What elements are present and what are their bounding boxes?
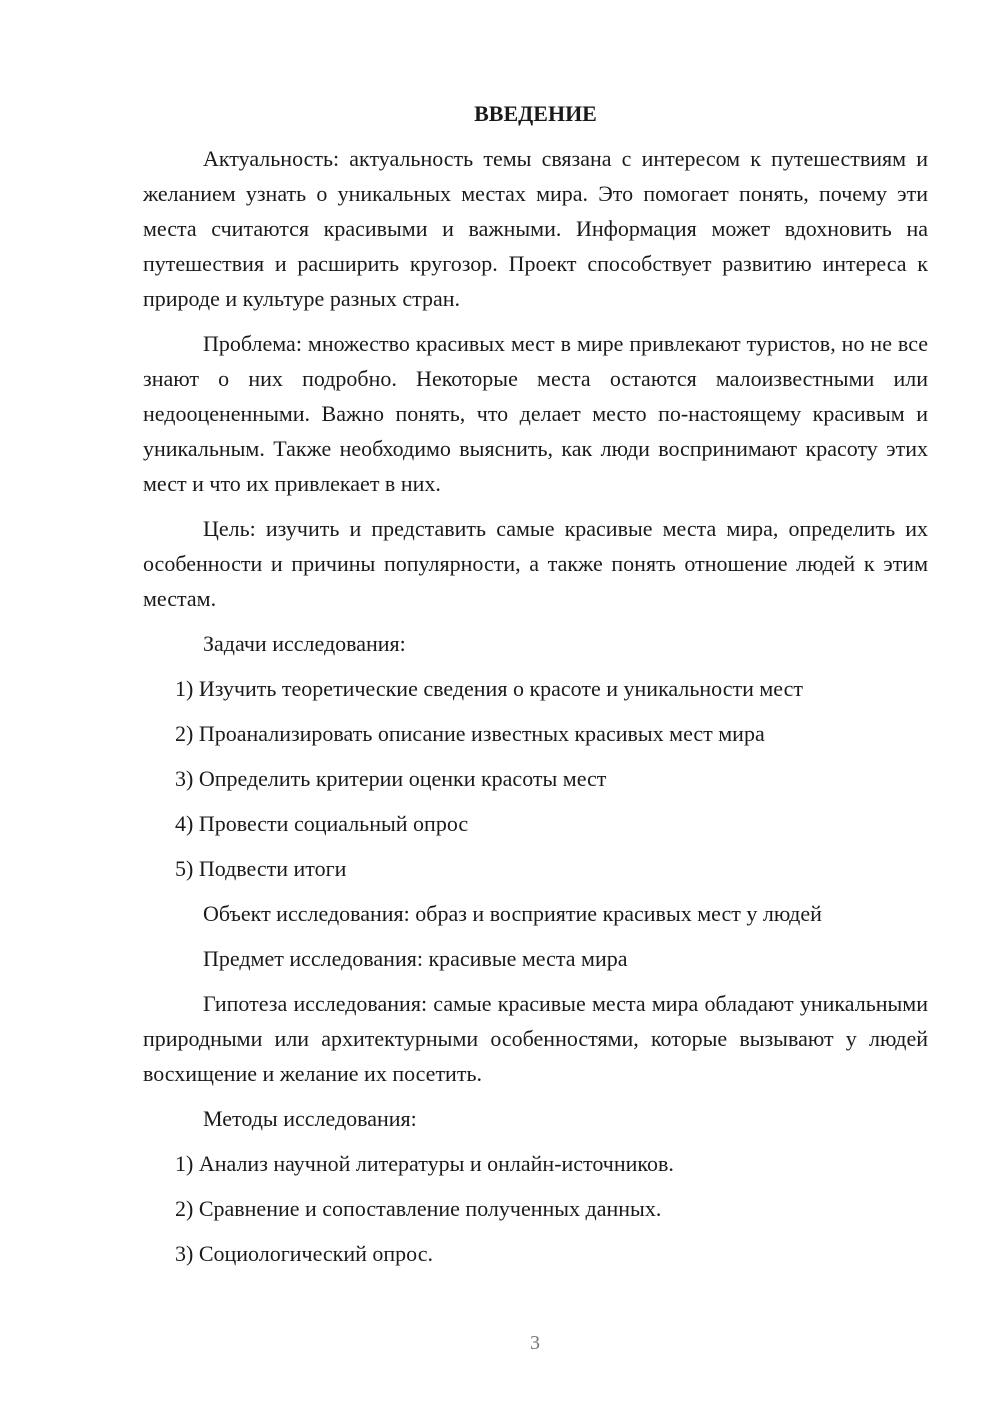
hypothesis-paragraph: Гипотеза исследования: самые красивые места мира обладают уникальными природными или архитектурными особенностями, которые вызывают у людей восхищение и желание их посетить. xyxy=(143,991,928,1086)
methods-heading: Методы исследования: xyxy=(203,1106,417,1131)
task-item: 5) Подвести итоги xyxy=(175,856,347,881)
tasks-heading: Задачи исследования: xyxy=(203,631,406,656)
task-item: 1) Изучить теоретические сведения о красоте и уникальности мест xyxy=(175,676,803,701)
problem-paragraph: Проблема: множество красивых мест в мире привлекают туристов, но не все знают о них подробно. Некоторые места остаются малоизвестными или недооцененными. Важно понять, что делает место по-настоящему красивым и уникальным. Также необходимо выяснить, как люди воспринимают красоту этих мест и что их привлекает в них. xyxy=(143,331,928,496)
page-title: ВВЕДЕНИЕ xyxy=(474,101,597,126)
method-item: 2) Сравнение и сопоставление полученных данных. xyxy=(175,1196,662,1221)
task-item: 3) Определить критерии оценки красоты мест xyxy=(175,766,607,791)
task-item: 2) Проанализировать описание известных красивых мест мира xyxy=(175,721,765,746)
tasks-list xyxy=(143,671,928,886)
subject-paragraph: Предмет исследования: красивые места мира xyxy=(203,946,628,971)
goal-paragraph: Цель: изучить и представить самые красивые места мира, определить их особенности и причины популярности, а также понять отношение людей к этим местам. xyxy=(143,516,928,611)
task-item: 4) Провести социальный опрос xyxy=(175,811,469,836)
method-item: 1) Анализ научной литературы и онлайн-источников. xyxy=(175,1151,674,1176)
methods-list xyxy=(143,1146,928,1271)
page-number: 3 xyxy=(530,1332,540,1354)
object-paragraph: Объект исследования: образ и восприятие красивых мест у людей xyxy=(203,901,822,926)
relevance-paragraph: Актуальность: актуальность темы связана с интересом к путешествиям и желанием узнать о уникальных местах мира. Это помогает понять, почему эти места считаются красивыми и важными. Информация может вдохновить на путешествия и расширить кругозор. Проект способствует развитию интереса к природе и культуре разных стран. xyxy=(143,146,928,311)
method-item: 3) Социологический опрос. xyxy=(175,1241,433,1266)
page-content xyxy=(143,96,928,1281)
